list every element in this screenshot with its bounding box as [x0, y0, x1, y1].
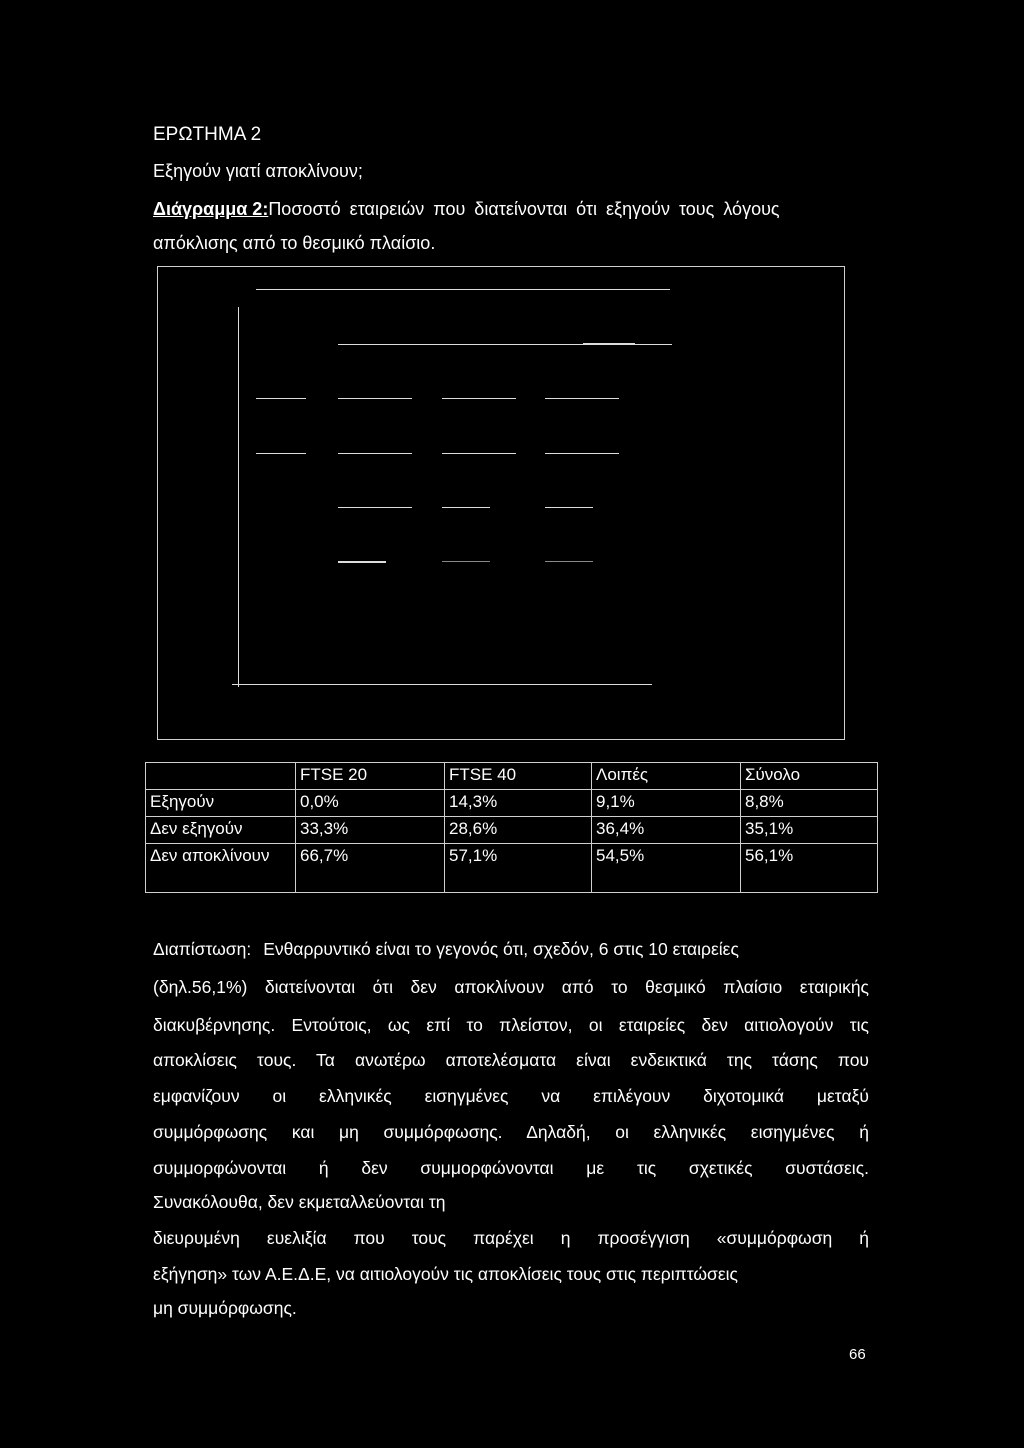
figure-caption-cont: απόκλισης από το θεσμικό πλαίσιο.	[153, 233, 436, 253]
table-cell: 36,4%	[592, 817, 741, 844]
question-text: Εξηγούν γιατί αποκλίνουν;	[153, 161, 363, 181]
table-row	[146, 844, 878, 893]
chart-bar-top	[338, 507, 412, 508]
paragraph-line: μη συμμόρφωσης.	[153, 1298, 297, 1318]
table-cell: 28,6%	[445, 817, 592, 844]
table-cell	[146, 763, 296, 790]
chart-bar-top	[545, 453, 619, 454]
table-row	[146, 790, 878, 817]
paragraph-line: αποκλίσεις τους. Τα ανωτέρω αποτελέσματα είναι ενδεικτικά της τάσης που	[153, 1050, 869, 1070]
paragraph-line: διακυβέρνησης. Εντούτοις, ως επί το πλείστον, οι εταιρείες δεν αιτιολογούν τις	[153, 1015, 869, 1035]
paragraph-line: συμμορφώνονται ή δεν συμμορφώνονται με τις σχετικές συστάσεις.	[153, 1158, 869, 1178]
paragraph-line: εμφανίζουν οι ελληνικές εισηγμένες να επιλέγουν διχοτομικά μεταξύ	[153, 1086, 869, 1106]
table-cell: 35,1%	[741, 817, 878, 844]
chart-bar-top	[338, 398, 412, 399]
table-cell: 8,8%	[741, 790, 878, 817]
table-cell: Σύνολο	[741, 763, 878, 790]
paragraph-line: Συνακόλουθα, δεν εκμεταλλεύονται τη	[153, 1192, 446, 1212]
table-cell: Εξηγούν	[146, 790, 296, 817]
table-cell: 54,5%	[592, 844, 741, 893]
paragraph-line: εξήγηση» των Α.Ε.Δ.Ε, να αιτιολογούν τις αποκλίσεις τους στις περιπτώσεις	[153, 1264, 738, 1284]
table-cell: Λοιπές	[592, 763, 741, 790]
finding-text: Ενθαρρυντικό είναι το γεγονός ότι, σχεδόν, 6 στις 10 εταιρείες	[263, 939, 739, 959]
chart-legend-mark	[583, 343, 635, 345]
chart-gridline	[256, 289, 670, 290]
caption-text: Ποσοστό εταιρειών που διατείνονται ότι εξηγούν τους λόγους	[268, 199, 780, 219]
chart-y-axis	[238, 307, 239, 687]
chart-bar-top	[442, 561, 490, 562]
chart-bar-top	[256, 398, 306, 399]
chart-bar-top	[338, 453, 412, 454]
page-number: 66	[849, 1346, 866, 1363]
table-header-row	[146, 763, 878, 790]
table-cell: 14,3%	[445, 790, 592, 817]
table-cell: 9,1%	[592, 790, 741, 817]
finding-label: Διαπίστωση:	[153, 939, 252, 959]
results-table	[145, 762, 878, 893]
table-cell: 0,0%	[296, 790, 445, 817]
paragraph-line: συμμόρφωσης και μη συμμόρφωσης. Δηλαδή, οι ελληνικές εισηγμένες ή	[153, 1122, 869, 1142]
chart-bar-top	[338, 561, 386, 563]
chart-bar-top	[442, 398, 516, 399]
finding-first-line	[153, 938, 869, 960]
caption-label: Διάγραμμα 2:	[153, 199, 269, 219]
paragraph-line: (δηλ.56,1%) διατείνονται ότι δεν αποκλίνουν από το θεσμικό πλαίσιο εταιρικής	[153, 977, 869, 997]
section-heading: ΕΡΩΤΗΜΑ 2	[153, 124, 262, 145]
chart-bar-top	[545, 561, 593, 562]
table-cell: Δεν αποκλίνουν	[146, 844, 296, 893]
chart-bar-top	[545, 507, 593, 508]
chart-frame	[157, 266, 845, 740]
table-cell: 56,1%	[741, 844, 878, 893]
table-cell: 33,3%	[296, 817, 445, 844]
chart-bar-top	[256, 453, 306, 454]
paragraph-line: διευρυμένη ευελιξία που τους παρέχει η προσέγγιση «συμμόρφωση ή	[153, 1228, 869, 1248]
table-cell: FTSE 20	[296, 763, 445, 790]
chart-bar-top	[442, 453, 516, 454]
table-row	[146, 817, 878, 844]
table-cell: 57,1%	[445, 844, 592, 893]
figure-caption	[153, 198, 869, 220]
table-cell: 66,7%	[296, 844, 445, 893]
table-cell: FTSE 40	[445, 763, 592, 790]
chart-bar-top	[442, 507, 490, 508]
chart-x-axis	[232, 684, 652, 685]
table-cell: Δεν εξηγούν	[146, 817, 296, 844]
chart-bar-top	[545, 398, 619, 399]
